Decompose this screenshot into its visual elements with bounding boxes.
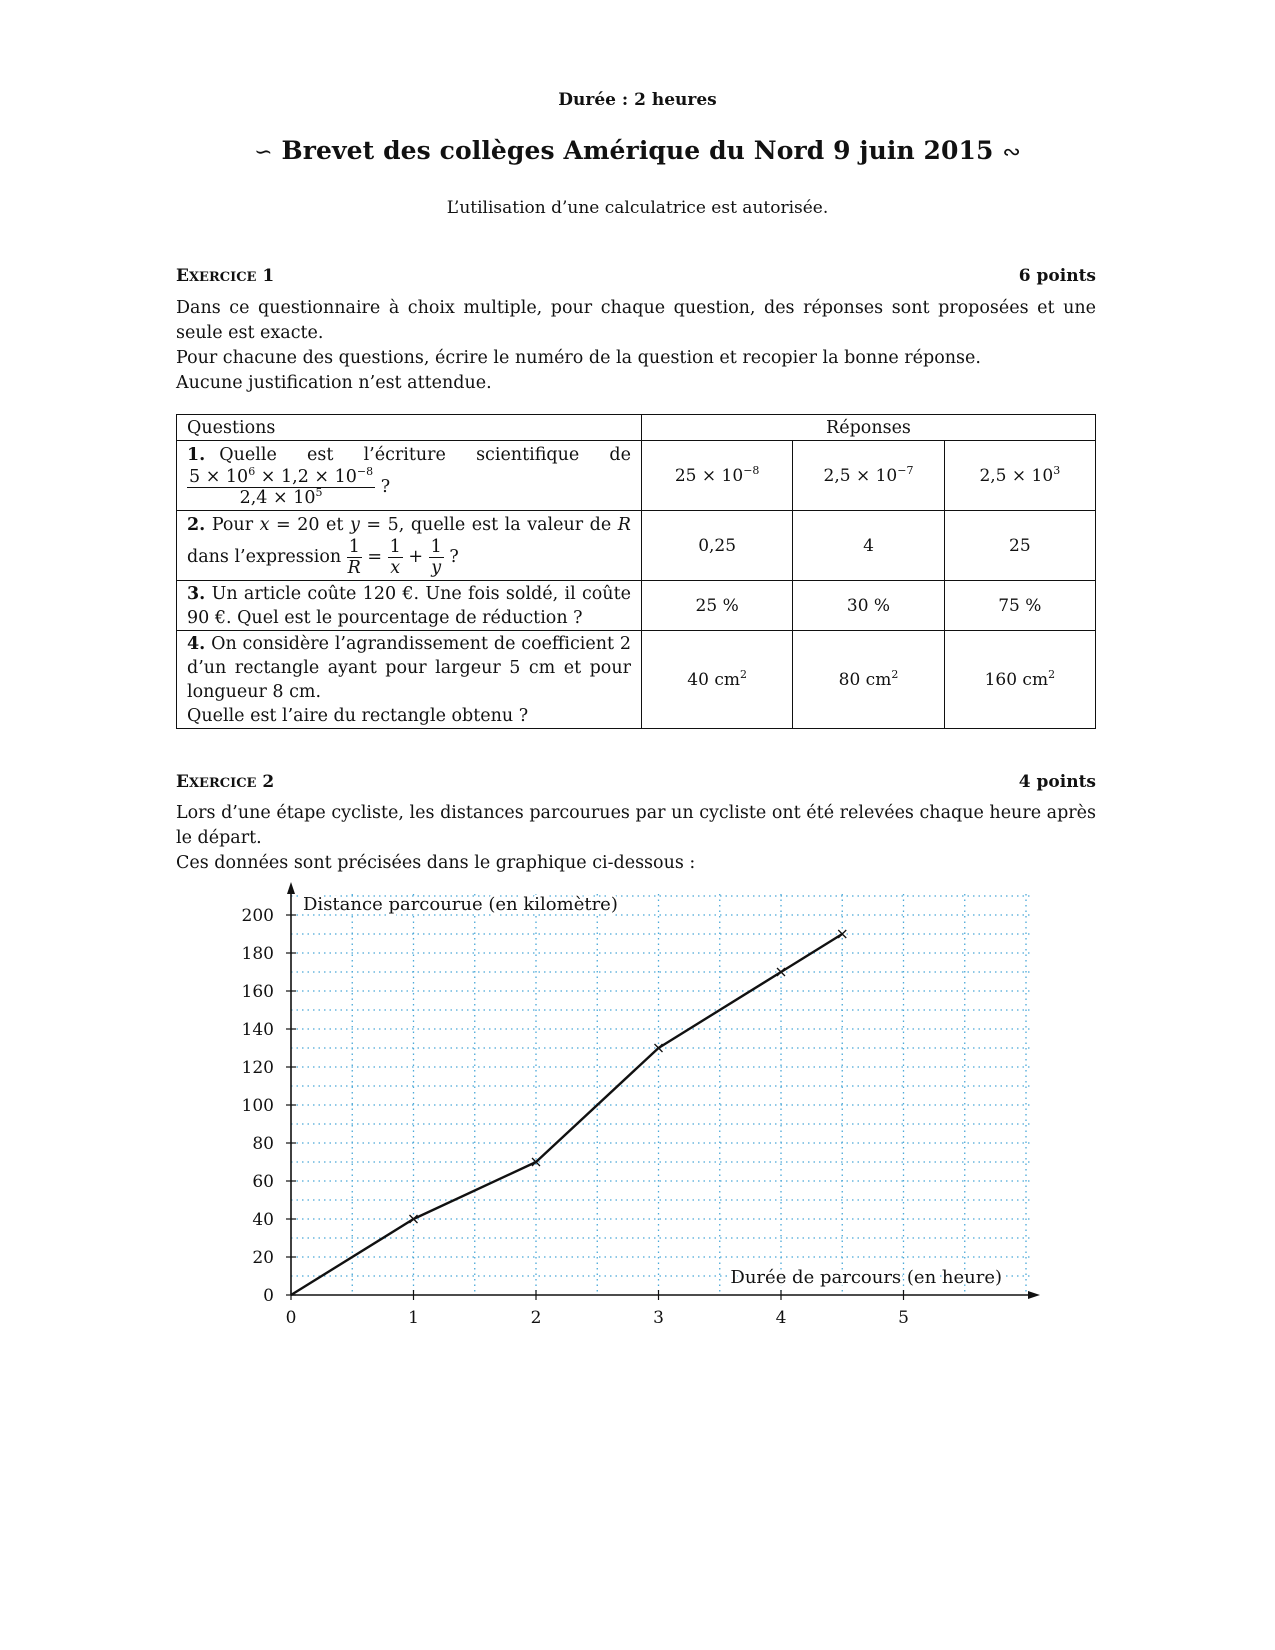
- ornament-right-icon: ∾: [1002, 140, 1021, 165]
- y-tick-label: 20: [252, 1248, 274, 1268]
- series-line: [291, 934, 842, 1295]
- x-axis-label: Durée de parcours (en heure): [730, 1267, 1002, 1288]
- table-row: [177, 581, 1096, 631]
- y-tick-label: 180: [241, 944, 274, 964]
- y-tick-label: 40: [252, 1210, 274, 1230]
- distance-chart: [0, 880, 1275, 1360]
- answer-4c: 160 $cm^2$: [944, 631, 1095, 729]
- x-axis-arrow-icon: [1028, 1291, 1040, 1299]
- calculator-note: L’utilisation d’une calculatrice est autorisée.: [446, 198, 829, 218]
- exercise-2-points: 4 points: [1018, 772, 1096, 792]
- y-tick-label: 60: [252, 1172, 274, 1192]
- data-point: [777, 968, 785, 976]
- header-questions: Questions: [177, 415, 642, 441]
- answer-3b: 30 %: [793, 581, 944, 631]
- q1-fraction: $\frac{5 \times 10^6 \times 1,2 \times 10^{-8}}{2,4 \times 10^5}$: [189, 465, 374, 508]
- y-tick-label: 200: [241, 906, 274, 926]
- page-title: [0, 136, 1275, 165]
- table-row: [177, 441, 1096, 511]
- question-4: 4. On considère l’agrandissement de coefficient 2 d’un rectangle ayant pour largeur 5 cm et pour longueur 8 cm. Quelle est l’aire du rectangle obtenu ?: [177, 631, 642, 729]
- exercise-2-heading: EXERCICE 2 4 points: [176, 772, 1096, 792]
- y-axis-arrow-icon: [287, 882, 295, 894]
- answer-1a: $25 \times 10^{-8}$: [641, 441, 792, 511]
- answer-1c: $2,5 \times 10^3$: [944, 441, 1095, 511]
- table-header-row: [177, 415, 1096, 441]
- x-tick-label: 1: [408, 1308, 419, 1328]
- x-tick-label: 2: [530, 1308, 542, 1328]
- x-tick-label: 5: [898, 1308, 909, 1328]
- question-2: 2. Pour x = 20 et y = 5, quelle est la valeur de R dans l’expression $\frac{1}{R}$ = $\frac{1}{x}$ + $\frac{1}{y}$ ?: [177, 511, 642, 581]
- exercise-1-heading: EXERCICE 1 6 points: [176, 266, 1096, 286]
- qcm-table: [176, 414, 1096, 729]
- answer-3a: 25 %: [641, 581, 792, 631]
- table-row: [177, 511, 1096, 581]
- exercise-2-intro: Lors d’une étape cycliste, les distances parcourues par un cycliste ont été relevées chaque heure après le départ. Ces données sont précisées dans le graphique ci-dessous :: [176, 803, 1096, 873]
- ornament-left-icon: ∽: [254, 140, 273, 165]
- y-axis-label: Distance parcourue (en kilomètre): [303, 894, 618, 915]
- table-row: [177, 631, 1096, 729]
- exercise-1-points: 6 points: [1018, 266, 1096, 286]
- data-point: [655, 1044, 663, 1052]
- answer-4a: 40 $cm^2$: [641, 631, 792, 729]
- y-tick-label: 140: [241, 1020, 274, 1040]
- data-point: [838, 930, 846, 938]
- answer-3c: 75 %: [944, 581, 1095, 631]
- exam-duration: Durée : 2 heures: [558, 90, 717, 110]
- question-1: 1. Quelle est l’écriture scientifique de $\frac{5 \times 10^6 \times 1,2 \times 10^{-8}}{2,4 \times 10^5}$ ?: [177, 441, 642, 511]
- y-tick-label: 100: [241, 1096, 274, 1116]
- y-tick-label: 120: [241, 1058, 274, 1078]
- y-tick-label: 160: [241, 982, 274, 1002]
- y-tick-label: 0: [263, 1286, 274, 1306]
- answer-2c: 25: [944, 511, 1095, 581]
- header-reponses: Réponses: [641, 415, 1095, 441]
- x-tick-label: 0: [285, 1308, 297, 1328]
- y-tick-label: 80: [252, 1134, 274, 1154]
- answer-1b: $2,5 \times 10^{-7}$: [793, 441, 944, 511]
- title-text: Brevet des collèges Amérique du Nord 9 juin 2015: [281, 136, 994, 165]
- question-3: 3. Un article coûte 120 €. Une fois soldé, il coûte 90 €. Quel est le pourcentage de réduction ?: [177, 581, 642, 631]
- answer-2b: 4: [793, 511, 944, 581]
- answer-4b: 80 $cm^2$: [793, 631, 944, 729]
- exercise-1-intro: Dans ce questionnaire à choix multiple, pour chaque question, des réponses sont proposées et une seule est exacte. Pour chacune des questions, écrire le numéro de la question et recopier la bonne réponse. Aucune justification n’est attendue.: [176, 298, 1096, 393]
- x-tick-label: 3: [653, 1308, 664, 1328]
- answer-2a: 0,25: [641, 511, 792, 581]
- x-tick-label: 4: [775, 1308, 787, 1328]
